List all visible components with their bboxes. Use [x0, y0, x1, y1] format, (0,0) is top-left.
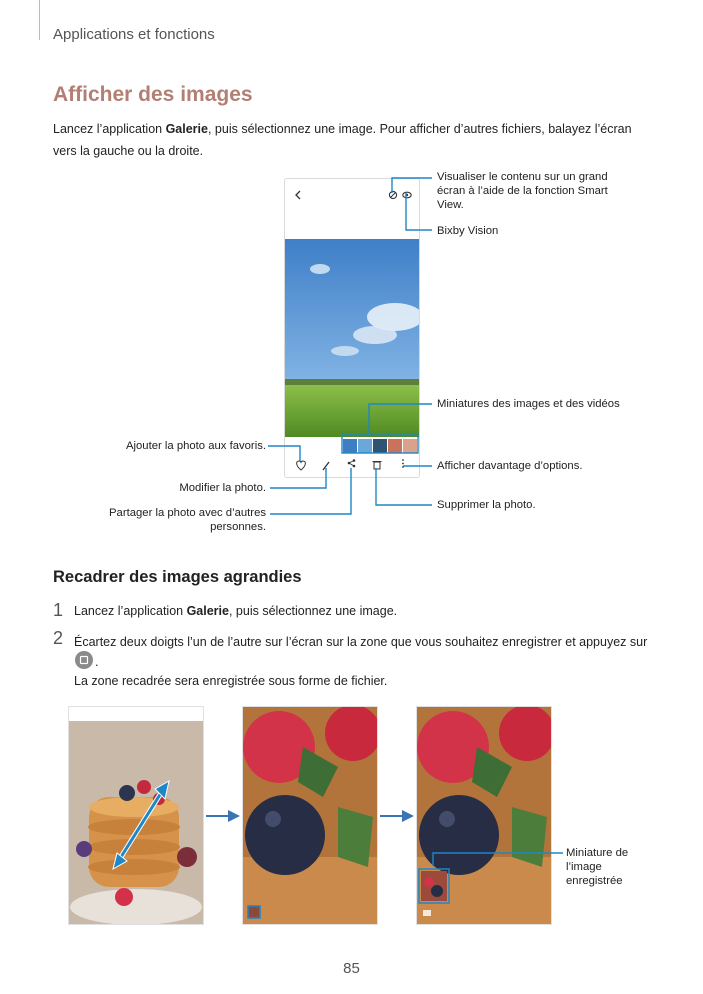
step-1-number: 1: [53, 600, 64, 620]
step-1-text-b: , puis sélectionnez une image.: [228, 604, 398, 618]
bixby-vision-icon[interactable]: [403, 192, 411, 198]
photo-saved: [416, 706, 552, 925]
page-number: 85: [343, 960, 360, 977]
header-rule: [39, 0, 40, 40]
header-section: Applications et fonctions: [53, 26, 215, 43]
callout-delete: Supprimer la photo.: [437, 499, 536, 511]
thumbnail-strip-items[interactable]: [343, 439, 417, 453]
pencil-icon[interactable]: [323, 462, 329, 470]
intro-text-b: , puis sélectionnez une image. Pour afficher d’autres fichiers, balayez l’écran vers la gauche ou la droite.: [53, 122, 632, 158]
step-2-number: 2: [53, 628, 64, 648]
more-icon[interactable]: [402, 459, 404, 468]
callout-smart-view: Visualiser le contenu sur un grand écran à l’aide de la fonction Smart View.: [437, 171, 608, 211]
zoomed-image: [243, 707, 377, 924]
step-1-app-name: Galerie: [186, 604, 229, 618]
arrow-right-icon-2: [380, 808, 414, 824]
back-icon[interactable]: [296, 191, 300, 199]
section-title-crop: Recadrer des images agrandies: [53, 568, 302, 586]
saved-image: [417, 707, 551, 924]
step-2-text-end: .: [95, 655, 99, 669]
saved-thumbnail[interactable]: [419, 869, 449, 903]
callout-thumbnails: Miniatures des images et des vidéos: [437, 398, 620, 410]
phone-toolbar-top: [285, 179, 419, 211]
callout-share: Partager la photo avec d’autres personnes.: [109, 507, 266, 533]
photo-pancakes: [68, 706, 204, 925]
step-2-text: Écartez deux doigts l’un de l’autre sur l’écran sur la zone que vous souhaitez enregistrer et appuyez sur: [74, 635, 648, 649]
callout-bixby-vision: Bixby Vision: [437, 225, 499, 237]
callout-edit: Modifier la photo.: [179, 482, 266, 494]
smart-view-icon[interactable]: [389, 191, 396, 198]
displayed-photo-landscape: [285, 239, 419, 437]
step-1-text-a: Lancez l’application: [74, 604, 187, 618]
gallery-phone-screen: [284, 178, 420, 478]
callout-favorite: Ajouter la photo aux favoris.: [125, 440, 266, 452]
step-1-text: [74, 601, 654, 622]
share-icon[interactable]: [348, 459, 356, 467]
intro-paragraph: [53, 118, 653, 162]
crop-indicator: [423, 910, 431, 916]
phone-toolbar-bottom: [285, 437, 419, 477]
top-toolbar-icons: [285, 179, 419, 211]
intro-text-a: Lancez l’application: [53, 122, 166, 136]
bottom-toolbar: [285, 437, 419, 477]
trash-icon[interactable]: [373, 462, 382, 470]
photo-zoomed: [242, 706, 378, 925]
arrow-right-icon: [206, 808, 240, 824]
callout-saved-thumbnail: Miniature de l’image enregistrée: [566, 847, 629, 887]
heart-icon[interactable]: [297, 461, 306, 470]
step-2-note: La zone recadrée sera enregistrée sous forme de fichier.: [74, 674, 388, 688]
pancakes-image: [69, 707, 203, 924]
callout-more-options: Afficher davantage d’options.: [437, 460, 583, 472]
section-title: Afficher des images: [53, 83, 253, 106]
intro-app-name: Galerie: [165, 122, 208, 136]
